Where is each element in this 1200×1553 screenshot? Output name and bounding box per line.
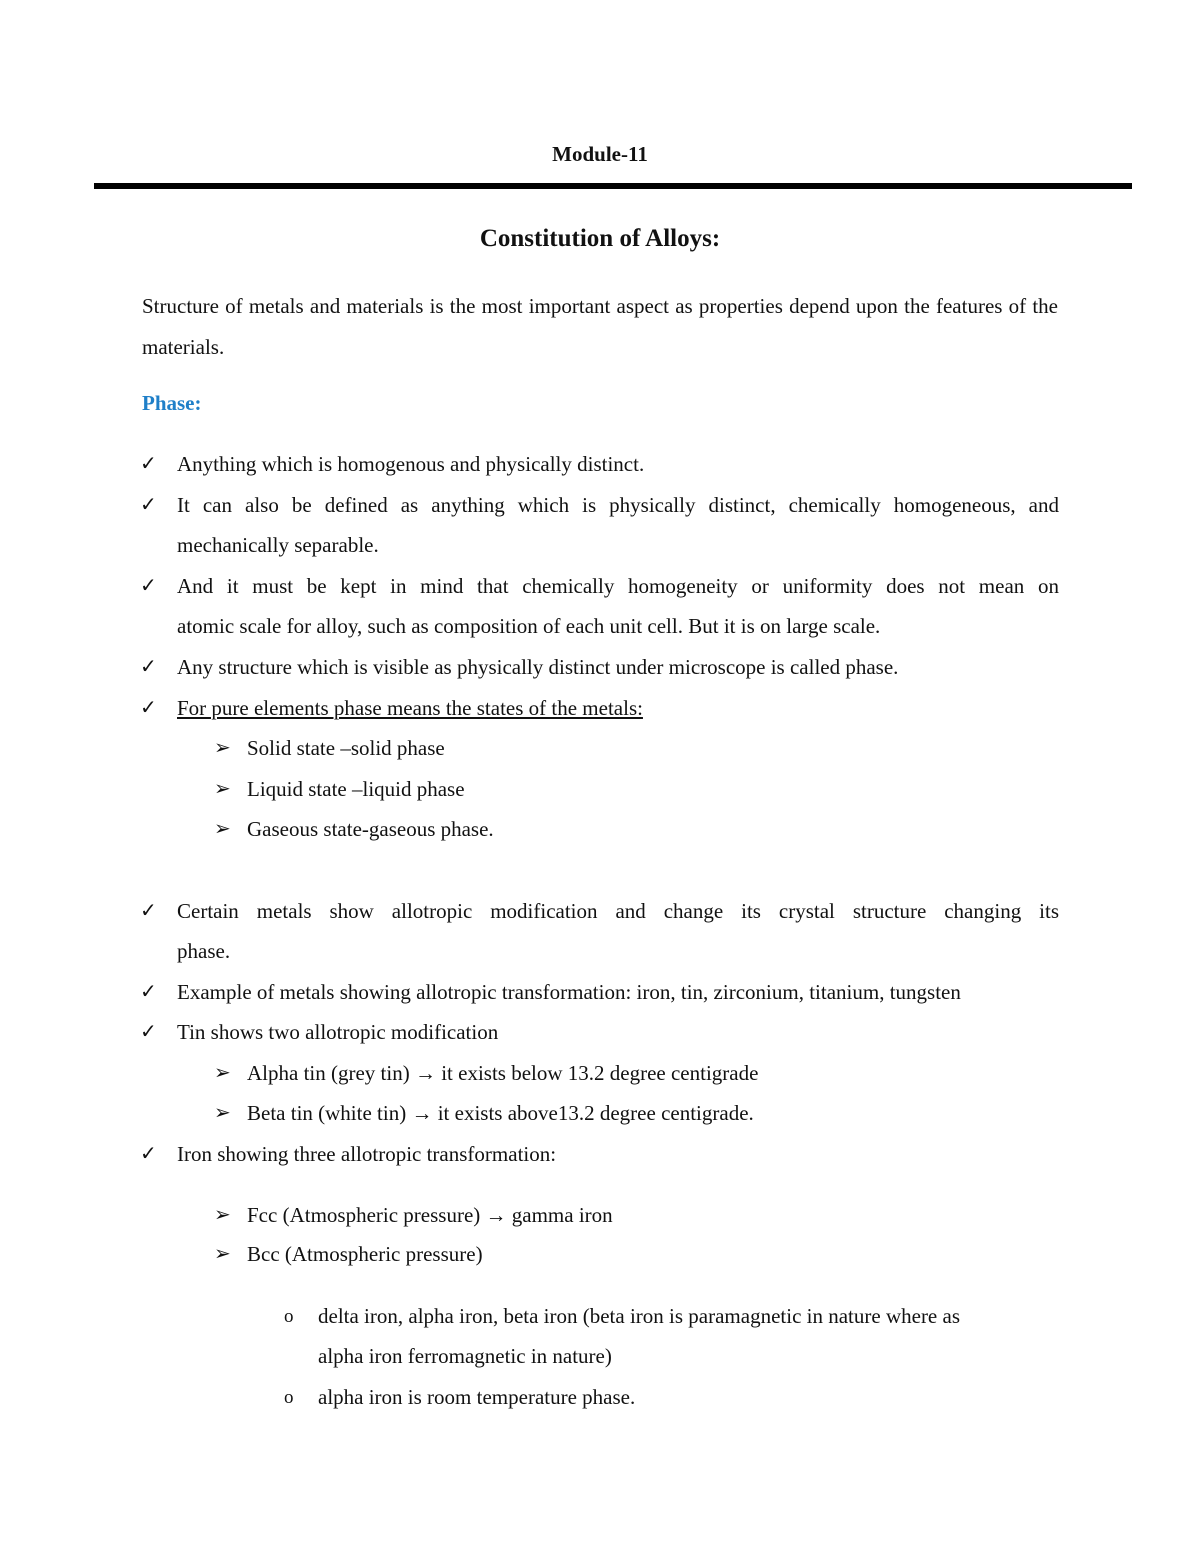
circle-bullet-icon: o: [284, 1306, 294, 1327]
list-item: Example of metals showing allotropic transformation: iron, tin, zirconium, titanium, tungsten: [177, 980, 961, 1004]
circle-bullet-icon: o: [284, 1387, 294, 1408]
sub-sub-list-item: delta iron, alpha iron, beta iron (beta iron is paramagnetic in nature where as: [318, 1304, 960, 1328]
module-label: Module-11: [552, 142, 648, 166]
check-icon: ✓: [140, 900, 157, 922]
sub-list-item: Gaseous state-gaseous phase.: [247, 817, 494, 841]
check-icon: ✓: [140, 1143, 157, 1165]
sub-list-item: Beta tin (white tin) → it exists above13.2 degree centigrade.: [247, 1101, 754, 1125]
sub-list-item: Liquid state –liquid phase: [247, 777, 465, 801]
page-title: Constitution of Alloys:: [479, 225, 721, 252]
check-icon: ✓: [140, 981, 157, 1003]
list-item-continuation: atomic scale for alloy, such as composition of each unit cell. But it is on large scale.: [177, 614, 881, 638]
sub-list-item: Fcc (Atmospheric pressure) → gamma iron: [247, 1203, 613, 1227]
intro-paragraph: Structure of metals and materials is the most important aspect as properties depend upon the features of the materials.: [142, 294, 1058, 359]
list-item: Any structure which is visible as physically distinct under microscope is called phase.: [177, 655, 899, 679]
list-item: It can also be defined as anything which is physically distinct, chemically homogeneous, and: [177, 493, 1059, 517]
arrow-bullet-icon: ➢: [214, 1102, 231, 1124]
check-icon: ✓: [140, 494, 157, 516]
list-item: Tin shows two allotropic modification: [177, 1020, 499, 1044]
sub-list-item: Bcc (Atmospheric pressure): [247, 1242, 483, 1266]
arrow-bullet-icon: ➢: [214, 818, 231, 840]
check-icon: ✓: [140, 1021, 157, 1043]
sub-list-item: Alpha tin (grey tin) → it exists below 13.2 degree centigrade: [247, 1061, 759, 1085]
list-item: Anything which is homogenous and physically distinct.: [177, 452, 645, 476]
arrow-bullet-icon: ➢: [214, 1062, 231, 1084]
list-item-continuation: phase.: [177, 939, 231, 963]
phase-heading: Phase:: [142, 391, 202, 415]
sub-sub-list-item: alpha iron is room temperature phase.: [318, 1385, 636, 1409]
arrow-bullet-icon: ➢: [214, 1204, 231, 1226]
sub-sub-list-item-continuation: alpha iron ferromagnetic in nature): [318, 1344, 612, 1368]
list-item: Certain metals show allotropic modification and change its crystal structure changing its: [177, 899, 1059, 923]
header-rule: [94, 183, 1132, 189]
list-item: For pure elements phase means the states of the metals:: [177, 696, 643, 720]
list-item: Iron showing three allotropic transformation:: [177, 1142, 557, 1166]
check-icon: ✓: [140, 697, 157, 719]
check-icon: ✓: [140, 656, 157, 678]
sub-list-item: Solid state –solid phase: [247, 736, 445, 760]
arrow-bullet-icon: ➢: [214, 778, 231, 800]
arrow-bullet-icon: ➢: [214, 737, 231, 759]
arrow-bullet-icon: ➢: [214, 1243, 231, 1265]
check-icon: ✓: [140, 575, 157, 597]
list-item-continuation: mechanically separable.: [177, 533, 379, 557]
list-item: And it must be kept in mind that chemically homogeneity or uniformity does not mean on: [177, 574, 1059, 598]
check-icon: ✓: [140, 453, 157, 475]
